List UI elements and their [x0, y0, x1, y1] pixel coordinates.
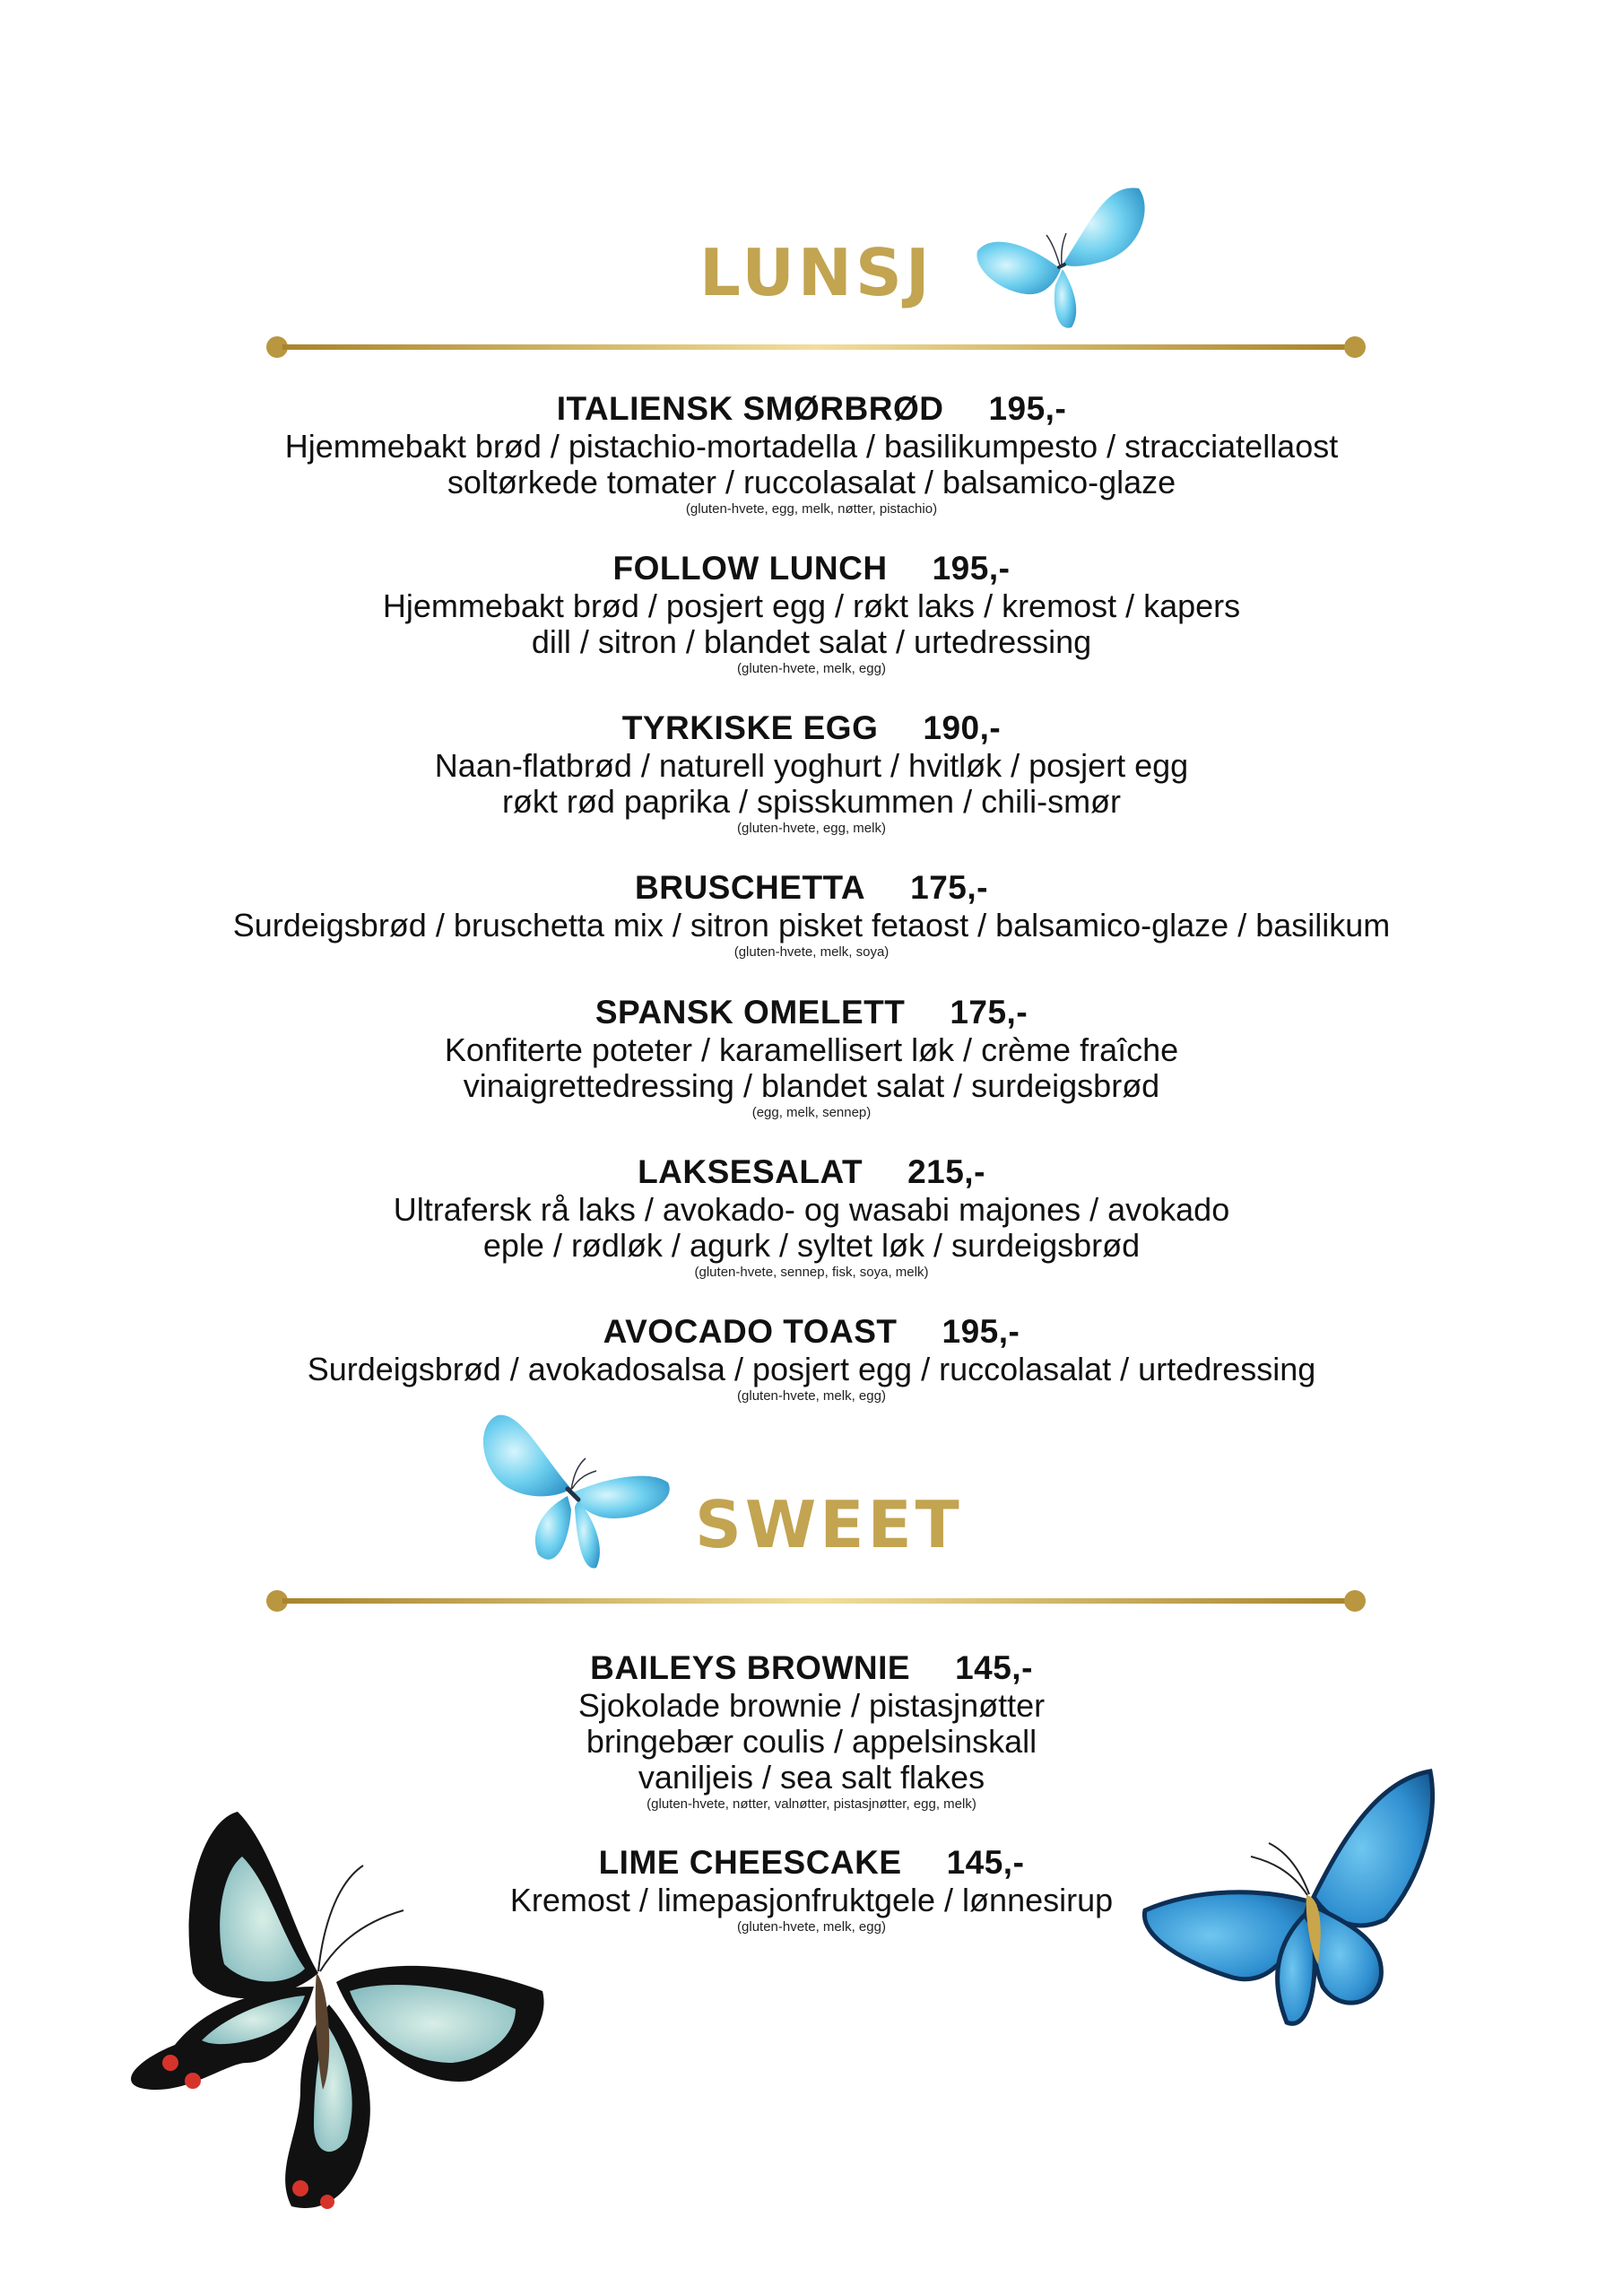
menu-item-spansk-omelett: [0, 993, 1623, 1122]
menu-item-tyrkiske-egg: [0, 709, 1623, 838]
item-price: 195,-: [942, 1313, 1020, 1350]
item-price: 195,-: [932, 550, 1011, 587]
item-description: røkt rød paprika / spisskummen / chili-smør: [501, 783, 1122, 820]
butterfly-swallowtail-icon: [94, 1794, 560, 2242]
item-description: Ultrafersk rå laks / avokado- og wasabi majones / avokado: [393, 1191, 1230, 1228]
lunch-heading: LUNSJ: [699, 235, 933, 310]
gold-divider-lunch: [265, 336, 1367, 358]
item-description: Naan-flatbrød / naturell yoghurt / hvitløk / posjert egg: [434, 747, 1189, 784]
item-description: Hjemmebakt brød / posjert egg / røkt laks / kremost / kapers: [382, 587, 1241, 624]
item-allergens: (gluten-hvete, sennep, fisk, soya, melk): [694, 1265, 929, 1280]
butterfly-morpho-blue-icon: [1134, 1762, 1439, 2040]
item-name: BRUSCHETTA: [635, 869, 866, 906]
item-price: 145,-: [955, 1649, 1033, 1686]
item-price: 195,-: [988, 390, 1067, 427]
item-description: Kremost / limepasjonfruktgele / lønnesirup: [509, 1882, 1114, 1918]
gold-divider-sweet: [265, 1590, 1367, 1612]
item-allergens: (egg, melk, sennep): [751, 1105, 872, 1120]
menu-item-laksesalat: [0, 1152, 1623, 1282]
item-description: dill / sitron / blandet salat / urtedressing: [531, 623, 1092, 660]
item-description: eple / rødløk / agurk / syltet løk / surdeigsbrød: [482, 1227, 1141, 1264]
item-description: Surdeigsbrød / bruschetta mix / sitron pisket fetaost / balsamico-glaze / basilikum: [232, 907, 1391, 944]
item-description: vaniljeis / sea salt flakes: [638, 1759, 985, 1796]
item-name: AVOCADO TOAST: [603, 1313, 898, 1350]
sweet-heading: SWEET: [695, 1487, 963, 1562]
item-description: soltørkede tomater / ruccolasalat / balsamico-glaze: [447, 464, 1176, 500]
item-price: 190,-: [923, 709, 1002, 746]
item-allergens: (gluten-hvete, melk, egg): [737, 661, 886, 676]
item-description: Konfiterte poteter / karamellisert løk / crème fraîche: [444, 1031, 1179, 1068]
item-description: Hjemmebakt brød / pistachio-mortadella / basilikumpesto / stracciatellaost: [284, 428, 1339, 465]
item-description: Surdeigsbrød / avokadosalsa / posjert egg / ruccolasalat / urtedressing: [307, 1351, 1316, 1387]
item-name: ITALIENSK SMØRBRØD: [556, 390, 944, 427]
item-description: vinaigrettedressing / blandet salat / surdeigsbrød: [463, 1067, 1160, 1104]
item-name: LAKSESALAT: [638, 1153, 864, 1190]
item-price: 145,-: [946, 1844, 1025, 1881]
menu-item-bruschetta: [0, 868, 1623, 961]
item-name: BAILEYS BROWNIE: [590, 1649, 911, 1686]
menu-item-avocado-toast: [0, 1312, 1623, 1405]
item-name: FOLLOW LUNCH: [612, 550, 888, 587]
item-allergens: (gluten-hvete, egg, melk): [737, 821, 886, 836]
item-name: LIME CHEESCAKE: [598, 1844, 902, 1881]
item-price: 175,-: [910, 869, 988, 906]
item-description: bringebær coulis / appelsinskall: [586, 1723, 1037, 1760]
item-price: 215,-: [907, 1153, 985, 1190]
item-description: Sjokolade brownie / pistasjnøtter: [577, 1687, 1046, 1724]
item-allergens: (gluten-hvete, egg, melk, nøtter, pistachio): [685, 501, 938, 517]
item-name: SPANSK OMELETT: [595, 994, 906, 1031]
item-allergens: (gluten-hvete, melk, egg): [737, 1919, 886, 1935]
item-allergens: (gluten-hvete, melk, soya): [733, 944, 890, 960]
butterfly-light-blue-sweet-icon: [471, 1406, 677, 1577]
item-price: 175,-: [950, 994, 1028, 1031]
butterfly-light-blue-top-icon: [973, 179, 1152, 332]
menu-item-italiensk-smorbrod: [0, 389, 1623, 518]
item-allergens: (gluten-hvete, melk, egg): [737, 1388, 886, 1404]
menu-item-follow-lunch: [0, 549, 1623, 678]
item-name: TYRKISKE EGG: [621, 709, 879, 746]
item-allergens: (gluten-hvete, nøtter, valnøtter, pistasjnøtter, egg, melk): [647, 1796, 976, 1812]
